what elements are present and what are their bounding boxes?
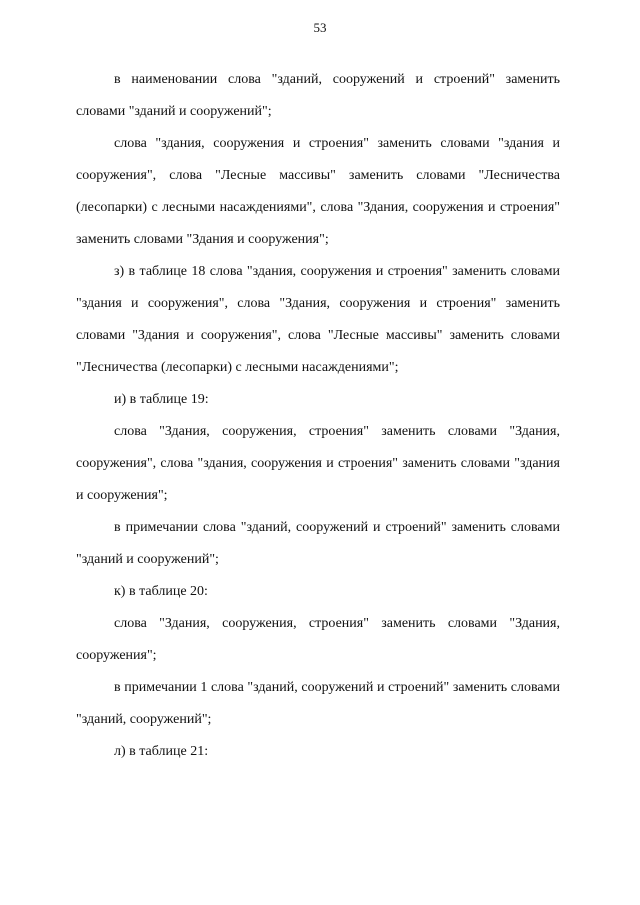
paragraph-table-20-heading: к) в таблице 20: — [114, 584, 208, 599]
paragraph-table-19-note: в примечании слова "зданий, сооружений и строений" заменить словами "зданий и сооружений"; — [76, 520, 560, 567]
paragraph-table-21-heading: л) в таблице 21: — [114, 744, 209, 759]
document-body — [76, 64, 560, 768]
paragraph-table-19-heading: и) в таблице 19: — [114, 392, 209, 407]
paragraph-name-replacement: в наименовании слова "зданий, сооружений и строений" заменить словами "зданий и сооружений"; — [76, 72, 560, 119]
paragraph-table-18: з) в таблице 18 слова "здания, сооружения и строения" заменить словами "здания и сооружения", слова "Здания, сооружения и строения" заменить словами "Здания и сооружения", слова "Лесные массивы" заменить словами "Лесничества (лесопарки) с лесными насаждениями"; — [76, 264, 560, 375]
paragraph-table-20-words: слова "Здания, сооружения, строения" заменить словами "Здания, сооружения"; — [76, 616, 560, 663]
paragraph-words-replacement: слова "здания, сооружения и строения" заменить словами "здания и сооружения", слова "Лесные массивы" заменить словами "Лесничества (лесопарки) с лесными насаждениями", слова "Здания, сооружения и строения" заменить словами "Здания и сооружения"; — [76, 136, 560, 247]
page-number: 53 — [313, 20, 327, 35]
paragraph-table-19-words: слова "Здания, сооружения, строения" заменить словами "Здания, сооружения", слова "здания, сооружения и строения" заменить словами "здания и сооружения"; — [76, 424, 560, 503]
paragraph-table-20-note: в примечании 1 слова "зданий, сооружений и строений" заменить словами "зданий, сооружений"; — [76, 680, 560, 727]
